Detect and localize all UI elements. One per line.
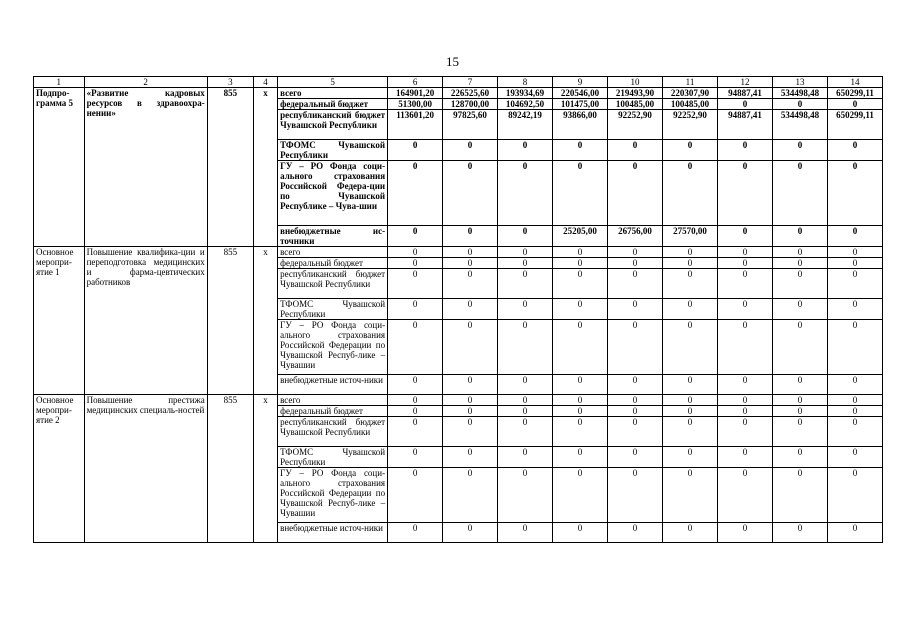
program-name: Основное меропри-ятие 2 xyxy=(34,395,85,543)
column-header: 5 xyxy=(278,77,388,88)
value-cell: 25205,00 xyxy=(553,226,608,247)
column-header: 6 xyxy=(388,77,443,88)
column-header: 2 xyxy=(84,77,207,88)
value-cell: 0 xyxy=(608,406,663,417)
funding-source: ГУ – РО Фонда соци-ального страхования Российской Федера-ции по Чувашской Республике – Чува-шии xyxy=(278,161,388,226)
value-cell: 0 xyxy=(717,140,772,161)
value-cell: 94887,41 xyxy=(717,110,772,140)
value-cell: 0 xyxy=(498,447,553,468)
table-body xyxy=(34,77,883,543)
value-cell: 0 xyxy=(717,226,772,247)
funding-source: ТФОМС Чувашской Республики xyxy=(278,140,388,161)
funding-source: всего xyxy=(278,395,388,406)
value-cell: 0 xyxy=(553,447,608,468)
value-cell: 0 xyxy=(717,523,772,543)
value-cell: 0 xyxy=(663,247,718,258)
value-cell: 0 xyxy=(663,299,718,320)
value-cell: 0 xyxy=(772,99,827,110)
value-cell: 0 xyxy=(663,269,718,299)
value-cell: 0 xyxy=(498,320,553,375)
funding-source: ГУ – РО Фонда соци-ального страхования Российской Федерации по Чувашской Респуб-лике – Чувашии xyxy=(278,468,388,523)
value-cell: 92252,90 xyxy=(608,110,663,140)
value-cell: 0 xyxy=(772,447,827,468)
value-cell: 0 xyxy=(717,99,772,110)
column-header: 11 xyxy=(663,77,718,88)
value-cell: 0 xyxy=(608,161,663,226)
value-cell: 0 xyxy=(608,417,663,447)
budget-table xyxy=(33,76,883,543)
funding-source: федеральный бюджет xyxy=(278,99,388,110)
value-cell: 0 xyxy=(717,258,772,269)
value-cell: 0 xyxy=(553,375,608,395)
value-cell: 0 xyxy=(498,299,553,320)
value-cell: 0 xyxy=(663,258,718,269)
value-cell: 0 xyxy=(443,375,498,395)
value-cell: 0 xyxy=(498,226,553,247)
value-cell: 0 xyxy=(443,247,498,258)
column-header: 4 xyxy=(253,77,277,88)
value-cell: 0 xyxy=(663,468,718,523)
value-cell: 0 xyxy=(772,258,827,269)
value-cell: 0 xyxy=(827,320,882,375)
value-cell: 0 xyxy=(608,258,663,269)
value-cell: 0 xyxy=(772,320,827,375)
value-cell: 0 xyxy=(717,447,772,468)
value-cell: 0 xyxy=(553,247,608,258)
value-cell: 219493,90 xyxy=(608,88,663,99)
value-cell: 0 xyxy=(772,299,827,320)
value-cell: 0 xyxy=(443,258,498,269)
value-cell: 0 xyxy=(663,523,718,543)
value-cell: 0 xyxy=(388,269,443,299)
value-cell: 0 xyxy=(498,417,553,447)
value-cell: 113601,20 xyxy=(388,110,443,140)
value-cell: 0 xyxy=(388,258,443,269)
value-cell: 97825,60 xyxy=(443,110,498,140)
value-cell: 0 xyxy=(717,320,772,375)
value-cell: 51300,00 xyxy=(388,99,443,110)
page-number: 15 xyxy=(446,54,459,69)
funding-source: республиканский бюджет Чувашской Республики xyxy=(278,110,388,140)
value-cell: 0 xyxy=(827,395,882,406)
value-cell: 0 xyxy=(443,468,498,523)
column-header: 8 xyxy=(498,77,553,88)
value-cell: 0 xyxy=(498,258,553,269)
value-cell: 0 xyxy=(827,447,882,468)
value-cell: 0 xyxy=(553,258,608,269)
value-cell: 0 xyxy=(717,375,772,395)
value-cell: 0 xyxy=(772,417,827,447)
value-cell: 0 xyxy=(388,320,443,375)
value-cell: 0 xyxy=(498,395,553,406)
value-cell: 0 xyxy=(663,161,718,226)
value-cell: 650299,11 xyxy=(827,88,882,99)
value-cell: 220307,90 xyxy=(663,88,718,99)
funding-source: ТФОМС Чувашской Республики xyxy=(278,447,388,468)
value-cell: 534498,48 xyxy=(772,110,827,140)
value-cell: 0 xyxy=(772,395,827,406)
value-cell: 0 xyxy=(443,269,498,299)
value-cell: 0 xyxy=(717,406,772,417)
value-cell: 0 xyxy=(553,299,608,320)
value-cell: 0 xyxy=(388,299,443,320)
program-mark: х xyxy=(253,247,277,395)
value-cell: 0 xyxy=(388,468,443,523)
funding-source: ГУ – РО Фонда соци-ального страхования Российской Федерации по Чувашской Респуб-лике – Чувашии xyxy=(278,320,388,375)
program-name: Основное меропри-ятие 1 xyxy=(34,247,85,395)
value-cell: 0 xyxy=(388,247,443,258)
value-cell: 0 xyxy=(553,417,608,447)
value-cell: 0 xyxy=(553,269,608,299)
column-header: 9 xyxy=(553,77,608,88)
program-code: 855 xyxy=(207,395,253,543)
value-cell: 0 xyxy=(772,226,827,247)
value-cell: 0 xyxy=(663,395,718,406)
value-cell: 0 xyxy=(388,140,443,161)
value-cell: 89242,19 xyxy=(498,110,553,140)
value-cell: 220546,00 xyxy=(553,88,608,99)
value-cell: 0 xyxy=(498,247,553,258)
funding-source: республиканский бюджет Чувашской Республики xyxy=(278,417,388,447)
value-cell: 0 xyxy=(608,269,663,299)
value-cell: 128700,00 xyxy=(443,99,498,110)
value-cell: 0 xyxy=(827,226,882,247)
value-cell: 0 xyxy=(443,395,498,406)
program-mark: х xyxy=(253,395,277,543)
value-cell: 0 xyxy=(827,269,882,299)
funding-source: внебюджетные ис-точники xyxy=(278,226,388,247)
value-cell: 0 xyxy=(608,523,663,543)
funding-source: внебюджетные источ-ники xyxy=(278,523,388,543)
value-cell: 0 xyxy=(443,140,498,161)
funding-source: всего xyxy=(278,88,388,99)
value-cell: 0 xyxy=(827,258,882,269)
funding-source: федеральный бюджет xyxy=(278,406,388,417)
value-cell: 104692,50 xyxy=(498,99,553,110)
value-cell: 100485,00 xyxy=(663,99,718,110)
program-code: 855 xyxy=(207,88,253,247)
value-cell: 0 xyxy=(827,140,882,161)
program-title: «Развитие кадровых ресурсов в здравоохра-нении» xyxy=(84,88,207,247)
value-cell: 0 xyxy=(663,417,718,447)
value-cell: 0 xyxy=(553,468,608,523)
value-cell: 0 xyxy=(498,523,553,543)
value-cell: 0 xyxy=(827,299,882,320)
value-cell: 0 xyxy=(443,299,498,320)
value-cell: 0 xyxy=(388,447,443,468)
value-cell: 0 xyxy=(498,269,553,299)
value-cell: 0 xyxy=(553,161,608,226)
value-cell: 0 xyxy=(498,468,553,523)
value-cell: 0 xyxy=(553,406,608,417)
column-header: 3 xyxy=(207,77,253,88)
value-cell: 100485,00 xyxy=(608,99,663,110)
value-cell: 534498,48 xyxy=(772,88,827,99)
value-cell: 0 xyxy=(717,299,772,320)
value-cell: 101475,00 xyxy=(553,99,608,110)
value-cell: 0 xyxy=(717,247,772,258)
value-cell: 0 xyxy=(827,417,882,447)
value-cell: 0 xyxy=(663,375,718,395)
value-cell: 0 xyxy=(827,99,882,110)
funding-source: ТФОМС Чувашской Республики xyxy=(278,299,388,320)
value-cell: 0 xyxy=(553,320,608,375)
value-cell: 0 xyxy=(827,247,882,258)
funding-source: всего xyxy=(278,247,388,258)
value-cell: 226525,60 xyxy=(443,88,498,99)
value-cell: 0 xyxy=(772,247,827,258)
value-cell: 164901,20 xyxy=(388,88,443,99)
value-cell: 0 xyxy=(608,247,663,258)
value-cell: 27570,00 xyxy=(663,226,718,247)
value-cell: 0 xyxy=(663,447,718,468)
column-header: 12 xyxy=(717,77,772,88)
value-cell: 0 xyxy=(827,523,882,543)
funding-source: федеральный бюджет xyxy=(278,258,388,269)
value-cell: 0 xyxy=(553,395,608,406)
value-cell: 0 xyxy=(717,269,772,299)
value-cell: 650299,11 xyxy=(827,110,882,140)
value-cell: 0 xyxy=(772,406,827,417)
value-cell: 0 xyxy=(827,375,882,395)
header-row xyxy=(34,77,883,88)
value-cell: 0 xyxy=(608,375,663,395)
value-cell: 0 xyxy=(827,161,882,226)
column-header: 10 xyxy=(608,77,663,88)
value-cell: 0 xyxy=(443,447,498,468)
column-header: 1 xyxy=(34,77,85,88)
column-header: 14 xyxy=(827,77,882,88)
value-cell: 0 xyxy=(443,417,498,447)
value-cell: 0 xyxy=(498,140,553,161)
table-row xyxy=(34,395,883,406)
value-cell: 0 xyxy=(498,161,553,226)
value-cell: 0 xyxy=(443,406,498,417)
value-cell: 0 xyxy=(388,406,443,417)
value-cell: 0 xyxy=(772,140,827,161)
program-title: Повышение квалифика-ции и переподготовка медицинских и фарма-цевтических работников xyxy=(84,247,207,395)
value-cell: 0 xyxy=(553,140,608,161)
value-cell: 0 xyxy=(717,468,772,523)
value-cell: 0 xyxy=(663,406,718,417)
value-cell: 0 xyxy=(443,523,498,543)
value-cell: 0 xyxy=(772,269,827,299)
value-cell: 0 xyxy=(608,447,663,468)
value-cell: 0 xyxy=(498,375,553,395)
value-cell: 0 xyxy=(772,523,827,543)
value-cell: 0 xyxy=(553,523,608,543)
value-cell: 0 xyxy=(443,161,498,226)
value-cell: 0 xyxy=(608,299,663,320)
value-cell: 0 xyxy=(608,395,663,406)
value-cell: 0 xyxy=(388,226,443,247)
column-header: 13 xyxy=(772,77,827,88)
value-cell: 0 xyxy=(663,320,718,375)
value-cell: 0 xyxy=(827,468,882,523)
value-cell: 0 xyxy=(827,406,882,417)
value-cell: 193934,69 xyxy=(498,88,553,99)
program-mark: х xyxy=(253,88,277,247)
table-row xyxy=(34,247,883,258)
value-cell: 0 xyxy=(498,406,553,417)
value-cell: 94887,41 xyxy=(717,88,772,99)
value-cell: 0 xyxy=(388,417,443,447)
value-cell: 0 xyxy=(388,161,443,226)
value-cell: 26756,00 xyxy=(608,226,663,247)
value-cell: 0 xyxy=(772,375,827,395)
value-cell: 0 xyxy=(608,468,663,523)
value-cell: 0 xyxy=(443,226,498,247)
column-header: 7 xyxy=(443,77,498,88)
program-code: 855 xyxy=(207,247,253,395)
value-cell: 0 xyxy=(388,375,443,395)
value-cell: 0 xyxy=(388,395,443,406)
value-cell: 0 xyxy=(772,161,827,226)
funding-source: республиканский бюджет Чувашской Республики xyxy=(278,269,388,299)
value-cell: 0 xyxy=(717,161,772,226)
value-cell: 0 xyxy=(443,320,498,375)
value-cell: 0 xyxy=(388,523,443,543)
value-cell: 92252,90 xyxy=(663,110,718,140)
value-cell: 0 xyxy=(608,140,663,161)
value-cell: 0 xyxy=(717,417,772,447)
value-cell: 0 xyxy=(663,140,718,161)
value-cell: 93866,00 xyxy=(553,110,608,140)
funding-source: внебюджетные источ-ники xyxy=(278,375,388,395)
value-cell: 0 xyxy=(772,468,827,523)
value-cell: 0 xyxy=(717,395,772,406)
program-name: Подпро-грамма 5 xyxy=(34,88,85,247)
value-cell: 0 xyxy=(608,320,663,375)
table-row xyxy=(34,88,883,99)
program-title: Повышение престижа медицинских специаль-ностей xyxy=(84,395,207,543)
